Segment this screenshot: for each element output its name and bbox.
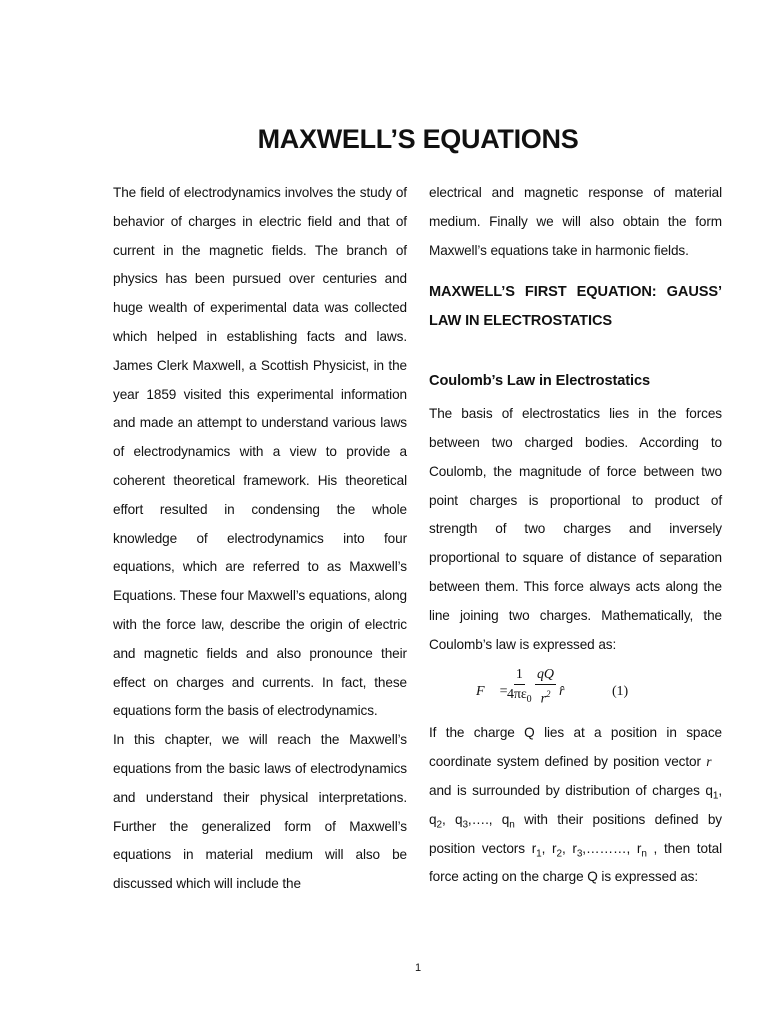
- page-number: 1: [414, 962, 422, 974]
- page-title: MAXWELL’S EQUATIONS: [257, 124, 579, 154]
- force-vector: F: [476, 684, 496, 700]
- charge-denominator: $r^2$: [540, 689, 551, 708]
- coefficient-denominator: $4\pi\varepsilon_0$: [507, 687, 532, 706]
- equation-lhs: [476, 678, 508, 707]
- section-heading-line-2: LAW IN ELECTROSTATICS: [429, 313, 613, 330]
- section-heading: [429, 278, 722, 336]
- unit-vector: r̂: [559, 684, 565, 700]
- left-column: [113, 179, 407, 899]
- coulomb-equation: [429, 663, 722, 719]
- charge-fraction: [535, 665, 556, 709]
- equation-number: (1): [612, 684, 629, 700]
- intro-paragraph: The field of electrodynamics involves the study of behavior of charges in electric field and that of current in the magnetic fields. The branch of physics has been pursued over centuries and huge wealth of experimental data was collected which helped in establishing facts and laws. James Clerk Maxwell, a Scottish Physicist, in the year 1859 visited this experimental information and made an attempt to understand various laws of electrodynamics with a view to provide a coherent theoretical framework. His theoretical effort resulted in condensing the whole knowledge of electrodynamics into four equations, which are referred to as Maxwell’s Equations. These four Maxwell’s equations, along with the force law, describe the origin of electric and magnetic fields and also pronounce their effect on charges and currents. In fact, these equations form the basis of electrodynamics.: [113, 185, 407, 719]
- continued-paragraph: electrical and magnetic response of material medium. Finally we will also obtain the form Maxwell’s equations take in harmonic fields.: [429, 185, 722, 258]
- equals-sign: =: [498, 684, 509, 700]
- coulomb-paragraph: The basis of electrostatics lies in the forces between two charged bodies. According to Coulomb, the magnitude of force between two point charges is proportional to product of strength of two charges and inversely proportional to square of distance of separation between them. This force always acts along the line joining two charges. Mathematically, the Coulomb’s law is expressed as:: [429, 406, 722, 652]
- position-vector: r⃗: [706, 754, 722, 770]
- coefficient-fraction: [505, 665, 534, 704]
- charge-distribution-paragraph: If the charge Q lies at a position in space coordinate system defined by position vector r⃗ and is surrounded by distribution of charges $q_1$, $q_2$, $q_3,\dots$., $q_n$ with their positions defined by position vectors $r_1$, $r_2$, $r_3,\dots\dots\dots$, $r_n$ , then total force acting on the charge Q is expressed as:: [429, 725, 722, 885]
- subsection-heading: Coulomb’s Law in Electrostatics: [429, 373, 650, 390]
- coefficient-numerator: 1: [514, 665, 525, 685]
- chapter-overview-paragraph: In this chapter, we will reach the Maxwell’s equations from the basic laws of electrodynamics and understand their physical interpretations. Further the generalized form of Maxwell’s equations in material medium will also be discussed which will include the: [113, 732, 407, 892]
- right-column: [429, 179, 722, 892]
- section-heading-line-1: MAXWELL’S FIRST EQUATION: GAUSS’: [429, 284, 722, 301]
- charge-numerator: qQ: [535, 665, 556, 685]
